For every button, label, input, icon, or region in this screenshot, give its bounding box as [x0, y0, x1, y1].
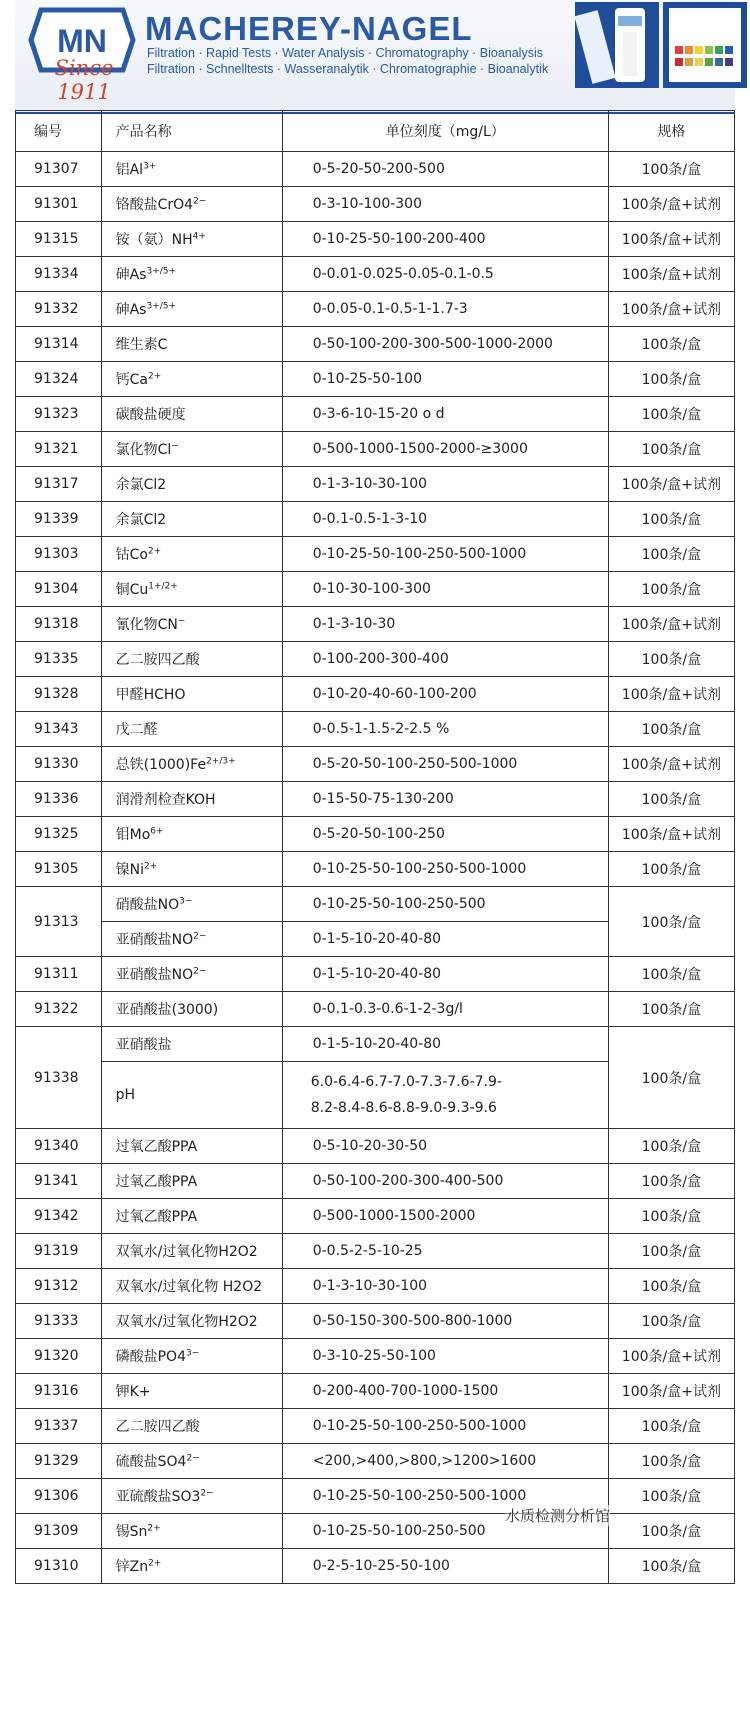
scale-range: 0-10-25-50-100-250-500-1000 [282, 537, 608, 572]
table-row [16, 257, 735, 292]
product-name-cell [101, 1409, 282, 1444]
product-name: 铵（氨）NH [115, 232, 193, 248]
product-name: 锡Sn [115, 1524, 148, 1540]
table-row [16, 1549, 735, 1584]
product-id: 91341 [16, 1164, 102, 1199]
package-spec: 100条/盒 [608, 537, 734, 572]
product-name-cell [101, 292, 282, 327]
product-name: 砷As [115, 267, 147, 283]
package-spec: 100条/盒 [608, 1479, 734, 1514]
table-row [16, 432, 735, 467]
table-row [16, 642, 735, 677]
scale-range: 0-100-200-300-400 [282, 642, 608, 677]
scale-range: 0-0.1-0.3-0.6-1-2-3g/l [282, 992, 608, 1027]
scale-range: 0-0.05-0.1-0.5-1-1.7-3 [282, 292, 608, 327]
charge-superscript: 1+/2+ [148, 581, 178, 592]
scale-range: 0-50-100-200-300-500-1000-2000 [282, 327, 608, 362]
header-name: 产品名称 [101, 111, 282, 152]
product-name: 亚硫酸盐SO3 [115, 1489, 201, 1505]
test-strip-box-image [575, 2, 659, 88]
scale-range: 0-0.1-0.5-1-3-10 [282, 502, 608, 537]
table-header-row [16, 111, 735, 152]
table-row [16, 957, 735, 992]
package-spec: 100条/盒 [608, 852, 734, 887]
product-id: 91304 [16, 572, 102, 607]
table-row [16, 1164, 735, 1199]
scale-range: 0-10-25-50-100-250-500-1000 [282, 1409, 608, 1444]
product-name: 戊二醛 [115, 722, 158, 738]
package-spec: 100条/盒+试剂 [608, 817, 734, 852]
product-id: 91342 [16, 1199, 102, 1234]
table-row [16, 817, 735, 852]
product-name: 过氧乙酸PPA [115, 1139, 198, 1155]
scale-line-1: 6.0-6.4-6.7-7.0-7.3-7.6-7.9- [310, 1074, 502, 1090]
product-id: 91340 [16, 1129, 102, 1164]
product-name-cell [101, 1164, 282, 1199]
product-id: 91319 [16, 1234, 102, 1269]
product-name-cell [101, 1514, 282, 1549]
charge-superscript: 3+/5+ [146, 301, 177, 312]
table-row [16, 1199, 735, 1234]
product-name-cell [101, 642, 282, 677]
product-name-cell [101, 817, 282, 852]
scale-range: 0-5-20-50-100-250 [282, 817, 608, 852]
product-name: 过氧乙酸PPA [115, 1209, 198, 1225]
charge-superscript: 3+ [143, 161, 157, 172]
scale-range: 0-10-20-40-60-100-200 [282, 677, 608, 712]
product-name: 氰化物CN [115, 617, 178, 633]
table-row [16, 292, 735, 327]
table-row [16, 1409, 735, 1444]
table-row [16, 1479, 735, 1514]
scale-range: 0-1-5-10-20-40-80 [282, 1027, 608, 1062]
table-row [16, 362, 735, 397]
product-name: 双氧水/过氧化物H2O2 [115, 1314, 258, 1330]
product-id: 91312 [16, 1269, 102, 1304]
charge-superscript: 2+ [147, 371, 162, 382]
table-row [16, 782, 735, 817]
package-spec: 100条/盒 [608, 1129, 734, 1164]
scale-range: 0-10-25-50-100 [282, 362, 608, 397]
product-name-cell [101, 957, 282, 992]
package-spec: 100条/盒 [608, 327, 734, 362]
product-name-cell [101, 432, 282, 467]
package-spec: 100条/盒+试剂 [608, 677, 734, 712]
scale-range: 0-5-20-50-200-500 [282, 152, 608, 187]
package-spec: 100条/盒 [608, 572, 734, 607]
table-row [16, 1444, 735, 1479]
product-name: 钾K+ [115, 1384, 151, 1400]
product-id: 91314 [16, 327, 102, 362]
product-name: 硫酸盐SO4 [115, 1454, 187, 1470]
charge-superscript: 2− [193, 966, 207, 977]
product-id: 91305 [16, 852, 102, 887]
charge-superscript: 2+ [147, 1523, 161, 1534]
product-id: 91309 [16, 1514, 102, 1549]
scale-range: 0-5-10-20-30-50 [282, 1129, 608, 1164]
product-id: 91338 [16, 1027, 102, 1129]
package-spec: 100条/盒 [608, 152, 734, 187]
table-row [16, 502, 735, 537]
table-row [16, 852, 735, 887]
product-name-cell [101, 1549, 282, 1584]
product-name-cell [101, 607, 282, 642]
product-id: 91320 [16, 1339, 102, 1374]
scale-range: 0-1-5-10-20-40-80 [282, 922, 608, 957]
package-spec: 100条/盒 [608, 1514, 734, 1549]
scale-range: 0-0.01-0.025-0.05-0.1-0.5 [282, 257, 608, 292]
scale-range: 0-1-5-10-20-40-80 [282, 957, 608, 992]
product-name: 铝Al [115, 162, 144, 178]
scale-range: 0-200-400-700-1000-1500 [282, 1374, 608, 1409]
product-name-cell [101, 1339, 282, 1374]
product-name-cell [101, 397, 282, 432]
package-spec: 100条/盒 [608, 1269, 734, 1304]
charge-superscript: 2+/3+ [206, 756, 236, 767]
product-id: 91317 [16, 467, 102, 502]
product-name: 润滑剂检查KOH [115, 792, 216, 808]
product-name: 过氧乙酸PPA [115, 1174, 198, 1190]
scale-range: 0-0.5-2-5-10-25 [282, 1234, 608, 1269]
product-name: 双氧水/过氧化物 H2O2 [115, 1279, 263, 1295]
tagline-en: Filtration · Rapid Tests · Water Analysis · Chromatography · Bioanalysis [147, 46, 543, 60]
table-row [16, 992, 735, 1027]
product-name-cell [101, 1374, 282, 1409]
package-spec: 100条/盒 [608, 1444, 734, 1479]
package-spec: 100条/盒+试剂 [608, 607, 734, 642]
package-spec: 100条/盒 [608, 362, 734, 397]
tagline-de: Filtration · Schnelltests · Wasseranalytik · Chromatographie · Bioanalytik [147, 62, 549, 76]
scale-range: 0-10-25-50-100-250-500-1000 [282, 1479, 608, 1514]
scale-line-2: 8.2-8.4-8.6-8.8-9.0-9.3-9.6 [310, 1100, 497, 1116]
package-spec: 100条/盒+试剂 [608, 1374, 734, 1409]
package-spec: 100条/盒 [608, 397, 734, 432]
table-row [16, 222, 735, 257]
package-spec: 100条/盒+试剂 [608, 747, 734, 782]
product-name-cell [101, 467, 282, 502]
product-name: 铜Cu [115, 582, 149, 598]
product-name: 氯化物Cl [115, 442, 172, 458]
product-id: 91311 [16, 957, 102, 992]
charge-superscript: 2− [200, 1488, 214, 1499]
product-name: 铬酸盐CrO4 [115, 197, 194, 213]
product-id: 91337 [16, 1409, 102, 1444]
package-spec: 100条/盒 [608, 1549, 734, 1584]
product-name-cell [101, 152, 282, 187]
scale-range: 0-1-3-10-30 [282, 607, 608, 642]
charge-superscript: 4+ [192, 231, 206, 242]
scale-range: 0-15-50-75-130-200 [282, 782, 608, 817]
product-name: 钼Mo [115, 827, 151, 843]
package-spec: 100条/盒 [608, 1027, 734, 1129]
product-name-cell [101, 747, 282, 782]
scale-range: 0-5-20-50-100-250-500-1000 [282, 747, 608, 782]
product-name: 碳酸盐硬度 [115, 407, 186, 423]
product-name-cell [101, 992, 282, 1027]
product-name-cell [101, 1129, 282, 1164]
ph-chart-image [663, 2, 747, 88]
product-name-cell [101, 677, 282, 712]
brand-title: MACHEREY-NAGEL [145, 10, 473, 47]
product-id: 91322 [16, 992, 102, 1027]
table-row [16, 747, 735, 782]
product-id: 91307 [16, 152, 102, 187]
product-name-cell [101, 537, 282, 572]
scale-range: 0-10-25-50-100-250-500 [282, 1514, 608, 1549]
scale-range [282, 1062, 608, 1129]
table-row [16, 1269, 735, 1304]
scale-range: 0-3-6-10-15-20 o d [282, 397, 608, 432]
product-id: 91332 [16, 292, 102, 327]
product-name-cell [101, 327, 282, 362]
charge-superscript: 6+ [150, 826, 164, 837]
product-name: 亚硝酸盐 [101, 1027, 282, 1062]
product-id: 91328 [16, 677, 102, 712]
table-row [16, 1339, 735, 1374]
scale-range: 0-10-25-50-100-250-500-1000 [282, 852, 608, 887]
product-id: 91323 [16, 397, 102, 432]
product-name-cell [101, 782, 282, 817]
table-row [16, 712, 735, 747]
package-spec: 100条/盒 [608, 1234, 734, 1269]
package-spec: 100条/盒+试剂 [608, 292, 734, 327]
product-name: 镍Ni [115, 862, 144, 878]
product-id: 91339 [16, 502, 102, 537]
product-name-cell [101, 502, 282, 537]
charge-superscript: 2+ [148, 1558, 162, 1569]
package-spec: 100条/盒 [608, 432, 734, 467]
product-name: 磷酸盐PO4 [115, 1349, 186, 1365]
table-row [16, 467, 735, 502]
package-spec: 100条/盒+试剂 [608, 467, 734, 502]
table-row [16, 1234, 735, 1269]
table-row [16, 327, 735, 362]
logo-text: MN [57, 23, 107, 59]
package-spec: 100条/盒 [608, 1164, 734, 1199]
product-id: 91325 [16, 817, 102, 852]
product-name: 余氯Cl2 [115, 477, 167, 493]
header-scale: 单位刻度（mg/L） [282, 111, 608, 152]
charge-superscript: 2+ [143, 861, 158, 872]
scale-range: 0-10-25-50-100-250-500 [282, 887, 608, 922]
product-name-cell [101, 1234, 282, 1269]
product-name-cell [101, 1444, 282, 1479]
header-banner [15, 0, 735, 114]
product-id: 91321 [16, 432, 102, 467]
scale-range: 0-50-100-200-300-400-500 [282, 1164, 608, 1199]
package-spec: 100条/盒 [608, 642, 734, 677]
product-id: 91303 [16, 537, 102, 572]
table-row [16, 537, 735, 572]
product-name: 亚硝酸盐NO [115, 967, 194, 983]
table-row [16, 572, 735, 607]
charge-superscript: 2− [193, 931, 207, 942]
charge-superscript: 2+ [147, 546, 162, 557]
product-name-cell [101, 1479, 282, 1514]
product-name: 双氧水/过氧化物H2O2 [115, 1244, 258, 1260]
package-spec: 100条/盒 [608, 1199, 734, 1234]
header-spec: 规格 [608, 111, 734, 152]
product-id: 91336 [16, 782, 102, 817]
product-id: 91306 [16, 1479, 102, 1514]
header-id: 编号 [16, 111, 102, 152]
table-row [16, 397, 735, 432]
product-name-cell [101, 1304, 282, 1339]
product-name-cell [101, 362, 282, 397]
scale-range: 0-2-5-10-25-50-100 [282, 1549, 608, 1584]
table-row [16, 1304, 735, 1339]
table-row [16, 1374, 735, 1409]
product-table [15, 110, 735, 1584]
table-row [16, 1027, 735, 1062]
product-name: 硝酸盐NO [115, 897, 180, 913]
product-name-cell [101, 187, 282, 222]
table-row [16, 1514, 735, 1549]
table-row [16, 677, 735, 712]
scale-range: 0-1-3-10-30-100 [282, 1269, 608, 1304]
product-name: 维生素C [115, 337, 168, 353]
product-id: 91324 [16, 362, 102, 397]
product-id: 91313 [16, 887, 102, 957]
table-row [16, 187, 735, 222]
charge-superscript: 3− [185, 1348, 200, 1359]
package-spec: 100条/盒+试剂 [608, 257, 734, 292]
product-name-cell [101, 572, 282, 607]
product-name: 钴Co [115, 547, 148, 563]
product-name-cell [101, 712, 282, 747]
scale-range: 0-3-10-100-300 [282, 187, 608, 222]
charge-superscript: 3+/5+ [146, 266, 177, 277]
charge-superscript: 2− [193, 196, 207, 207]
product-name-cell [101, 257, 282, 292]
product-id: 91329 [16, 1444, 102, 1479]
product-id: 91335 [16, 642, 102, 677]
product-name: 总铁(1000)Fe [115, 757, 207, 773]
product-name: 锌Zn [115, 1559, 149, 1575]
charge-superscript: − [177, 616, 186, 627]
product-name: 亚硝酸盐NO [115, 932, 194, 948]
scale-range: 0-500-1000-1500-2000-≥3000 [282, 432, 608, 467]
product-name-cell [101, 1269, 282, 1304]
scale-range: 0-1-3-10-30-100 [282, 467, 608, 502]
package-spec: 100条/盒 [608, 887, 734, 957]
product-id: 91330 [16, 747, 102, 782]
since-text: Since 1911 [54, 56, 114, 104]
product-id: 91310 [16, 1549, 102, 1584]
product-name: 钙Ca [115, 372, 148, 388]
package-spec: 100条/盒+试剂 [608, 187, 734, 222]
product-name-cell [101, 222, 282, 257]
product-id: 91318 [16, 607, 102, 642]
product-name: 乙二胺四乙酸 [115, 1419, 200, 1435]
scale-range: 0-10-25-50-100-200-400 [282, 222, 608, 257]
table-row [16, 607, 735, 642]
product-name: 亚硝酸盐(3000) [115, 1002, 219, 1018]
package-spec: 100条/盒 [608, 992, 734, 1027]
package-spec: 100条/盒 [608, 1304, 734, 1339]
product-id: 91316 [16, 1374, 102, 1409]
product-name: 余氯Cl2 [115, 512, 167, 528]
watermark-text: 水质检测分析馆 [505, 1507, 611, 1525]
product-name-cell [101, 887, 282, 922]
charge-superscript: 2− [186, 1453, 200, 1464]
product-id: 91301 [16, 187, 102, 222]
product-name-cell [101, 1199, 282, 1234]
scale-range: 0-50-150-300-500-800-1000 [282, 1304, 608, 1339]
package-spec: 100条/盒 [608, 1409, 734, 1444]
scale-range: 0-10-30-100-300 [282, 572, 608, 607]
product-name-cell [101, 922, 282, 957]
product-name: pH [101, 1062, 282, 1129]
package-spec: 100条/盒 [608, 957, 734, 992]
package-spec: 100条/盒+试剂 [608, 1339, 734, 1374]
scale-range: 0-0.5-1-1.5-2-2.5 % [282, 712, 608, 747]
product-id: 91343 [16, 712, 102, 747]
package-spec: 100条/盒 [608, 502, 734, 537]
charge-superscript: − [171, 441, 179, 452]
package-spec: 100条/盒 [608, 712, 734, 747]
charge-superscript: 3− [179, 896, 193, 907]
product-name-cell [101, 852, 282, 887]
package-spec: 100条/盒+试剂 [608, 222, 734, 257]
table-row [16, 152, 735, 187]
scale-range: 0-3-10-25-50-100 [282, 1339, 608, 1374]
table-row [16, 887, 735, 922]
product-id: 91334 [16, 257, 102, 292]
product-id: 91315 [16, 222, 102, 257]
package-spec: 100条/盒 [608, 782, 734, 817]
table-row [16, 1129, 735, 1164]
scale-range: 0-500-1000-1500-2000 [282, 1199, 608, 1234]
product-name: 砷As [115, 302, 147, 318]
product-name: 甲醛HCHO [115, 687, 186, 703]
product-name: 乙二胺四乙酸 [115, 652, 200, 668]
product-id: 91333 [16, 1304, 102, 1339]
scale-range: <200,>400,>800,>1200>1600 [282, 1444, 608, 1479]
